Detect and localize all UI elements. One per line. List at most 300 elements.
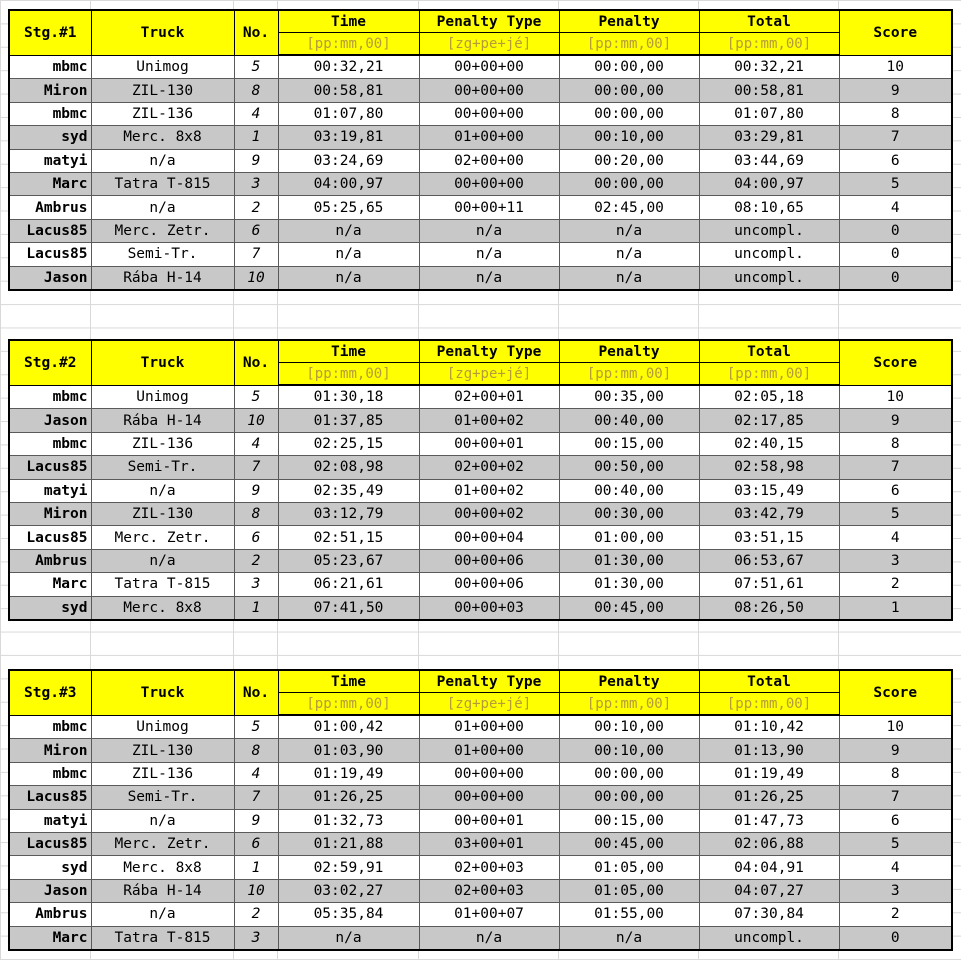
- score-cell[interactable]: 4: [839, 196, 952, 219]
- table-row: [9, 809, 952, 832]
- total-cell[interactable]: 00:58,81: [699, 79, 839, 102]
- total-cell[interactable]: 06:53,67: [699, 549, 839, 572]
- score-cell[interactable]: 7: [839, 456, 952, 479]
- penalty-cell[interactable]: 01:30,00: [559, 549, 699, 572]
- no-header[interactable]: No.: [234, 670, 278, 715]
- table-row: [9, 786, 952, 809]
- truck-cell[interactable]: n/a: [91, 549, 234, 572]
- total-cell[interactable]: 01:13,90: [699, 739, 839, 762]
- penalty-cell[interactable]: 00:40,00: [559, 409, 699, 432]
- penalty-type-header[interactable]: Penalty Type: [419, 670, 559, 693]
- penalty-type-cell[interactable]: 01+00+07: [419, 903, 559, 926]
- total-cell[interactable]: 03:15,49: [699, 479, 839, 502]
- stage-label[interactable]: Stg.#2: [9, 340, 91, 385]
- driver-cell[interactable]: Lacus85: [9, 456, 91, 479]
- total-header[interactable]: Total: [699, 670, 839, 693]
- score-cell[interactable]: 9: [839, 79, 952, 102]
- table-row: [9, 432, 952, 455]
- score-header[interactable]: Score: [839, 670, 952, 715]
- number-cell[interactable]: 2: [234, 549, 278, 572]
- time-cell[interactable]: 01:07,80: [278, 102, 419, 125]
- time-cell[interactable]: 03:24,69: [278, 149, 419, 172]
- truck-cell[interactable]: Unimog: [91, 385, 234, 409]
- score-header[interactable]: Score: [839, 340, 952, 385]
- truck-cell[interactable]: Merc. Zetr.: [91, 832, 234, 855]
- stage-label[interactable]: Stg.#1: [9, 10, 91, 55]
- total-cell[interactable]: 00:32,21: [699, 55, 839, 79]
- total-cell[interactable]: uncompl.: [699, 219, 839, 242]
- penalty-cell[interactable]: 00:00,00: [559, 762, 699, 785]
- score-header[interactable]: Score: [839, 10, 952, 55]
- driver-cell[interactable]: Miron: [9, 79, 91, 102]
- number-cell[interactable]: 4: [234, 432, 278, 455]
- table-row: [9, 456, 952, 479]
- truck-cell[interactable]: Merc. 8x8: [91, 856, 234, 879]
- number-cell[interactable]: 9: [234, 479, 278, 502]
- table-row: [9, 526, 952, 549]
- score-cell[interactable]: 10: [839, 385, 952, 409]
- total-cell[interactable]: 08:26,50: [699, 596, 839, 620]
- table-row: [9, 879, 952, 902]
- number-cell[interactable]: 7: [234, 456, 278, 479]
- driver-cell[interactable]: mbmc: [9, 102, 91, 125]
- driver-cell[interactable]: Marc: [9, 573, 91, 596]
- number-cell[interactable]: 1: [234, 596, 278, 620]
- score-cell[interactable]: 0: [839, 219, 952, 242]
- penalty-header[interactable]: Penalty: [559, 670, 699, 693]
- penalty-type-cell[interactable]: 00+00+03: [419, 596, 559, 620]
- number-cell[interactable]: 5: [234, 55, 278, 79]
- truck-cell[interactable]: Merc. 8x8: [91, 596, 234, 620]
- total-cell[interactable]: uncompl.: [699, 266, 839, 290]
- time-cell[interactable]: 02:08,98: [278, 456, 419, 479]
- penalty-type-cell[interactable]: 01+00+00: [419, 126, 559, 149]
- number-cell[interactable]: 3: [234, 926, 278, 950]
- penalty-cell[interactable]: 00:15,00: [559, 432, 699, 455]
- time-header[interactable]: Time: [278, 670, 419, 693]
- penalty-cell[interactable]: 01:00,00: [559, 526, 699, 549]
- score-cell[interactable]: 0: [839, 266, 952, 290]
- score-cell[interactable]: 10: [839, 715, 952, 739]
- number-cell[interactable]: 5: [234, 715, 278, 739]
- score-cell[interactable]: 5: [839, 502, 952, 525]
- penalty-cell[interactable]: 00:50,00: [559, 456, 699, 479]
- time-cell[interactable]: 01:19,49: [278, 762, 419, 785]
- truck-cell[interactable]: ZIL-130: [91, 79, 234, 102]
- number-cell[interactable]: 4: [234, 762, 278, 785]
- total-unit[interactable]: [pp:mm,00]: [699, 33, 839, 56]
- total-unit[interactable]: [pp:mm,00]: [699, 693, 839, 716]
- penalty-type-cell[interactable]: 01+00+00: [419, 715, 559, 739]
- driver-cell[interactable]: Jason: [9, 409, 91, 432]
- truck-header[interactable]: Truck: [91, 670, 234, 715]
- truck-cell[interactable]: Rába H-14: [91, 409, 234, 432]
- truck-cell[interactable]: ZIL-136: [91, 432, 234, 455]
- table-row: [9, 549, 952, 572]
- time-cell[interactable]: 02:51,15: [278, 526, 419, 549]
- time-cell[interactable]: 03:02,27: [278, 879, 419, 902]
- time-cell[interactable]: 02:35,49: [278, 479, 419, 502]
- number-cell[interactable]: 2: [234, 196, 278, 219]
- time-cell[interactable]: 02:59,91: [278, 856, 419, 879]
- penalty-cell[interactable]: 00:30,00: [559, 502, 699, 525]
- penalty-type-cell[interactable]: 00+00+01: [419, 809, 559, 832]
- penalty-header[interactable]: Penalty: [559, 340, 699, 363]
- truck-cell[interactable]: Rába H-14: [91, 266, 234, 290]
- penalty-type-cell[interactable]: 00+00+00: [419, 79, 559, 102]
- table-row: [9, 55, 952, 79]
- total-cell[interactable]: 03:51,15: [699, 526, 839, 549]
- time-unit[interactable]: [pp:mm,00]: [278, 33, 419, 56]
- penalty-type-cell[interactable]: 00+00+06: [419, 573, 559, 596]
- score-cell[interactable]: 6: [839, 149, 952, 172]
- penalty-cell[interactable]: n/a: [559, 219, 699, 242]
- truck-cell[interactable]: Merc. 8x8: [91, 126, 234, 149]
- score-cell[interactable]: 3: [839, 879, 952, 902]
- score-cell[interactable]: 7: [839, 126, 952, 149]
- number-cell[interactable]: 7: [234, 786, 278, 809]
- driver-cell[interactable]: syd: [9, 856, 91, 879]
- time-cell[interactable]: n/a: [278, 266, 419, 290]
- truck-cell[interactable]: Unimog: [91, 715, 234, 739]
- time-cell[interactable]: 01:03,90: [278, 739, 419, 762]
- truck-header[interactable]: Truck: [91, 340, 234, 385]
- driver-cell[interactable]: mbmc: [9, 385, 91, 409]
- time-header[interactable]: Time: [278, 340, 419, 363]
- driver-cell[interactable]: mbmc: [9, 55, 91, 79]
- penalty-cell[interactable]: n/a: [559, 926, 699, 950]
- score-cell[interactable]: 5: [839, 832, 952, 855]
- truck-cell[interactable]: n/a: [91, 479, 234, 502]
- penalty-type-cell[interactable]: 02+00+01: [419, 385, 559, 409]
- penalty-type-unit[interactable]: [zg+pe+jé]: [419, 693, 559, 716]
- table-row: [9, 243, 952, 266]
- penalty-unit[interactable]: [pp:mm,00]: [559, 363, 699, 386]
- number-cell[interactable]: 1: [234, 856, 278, 879]
- table-row: [9, 385, 952, 409]
- total-cell[interactable]: 04:07,27: [699, 879, 839, 902]
- score-cell[interactable]: 5: [839, 172, 952, 195]
- number-cell[interactable]: 4: [234, 102, 278, 125]
- number-cell[interactable]: 10: [234, 879, 278, 902]
- number-cell[interactable]: 8: [234, 739, 278, 762]
- penalty-type-cell[interactable]: 00+00+00: [419, 102, 559, 125]
- driver-cell[interactable]: Ambrus: [9, 903, 91, 926]
- total-header[interactable]: Total: [699, 10, 839, 33]
- penalty-type-cell[interactable]: 00+00+04: [419, 526, 559, 549]
- penalty-cell[interactable]: 00:10,00: [559, 715, 699, 739]
- driver-cell[interactable]: Ambrus: [9, 549, 91, 572]
- penalty-type-cell[interactable]: n/a: [419, 219, 559, 242]
- score-cell[interactable]: 4: [839, 856, 952, 879]
- penalty-cell[interactable]: 00:15,00: [559, 809, 699, 832]
- score-cell[interactable]: 8: [839, 762, 952, 785]
- truck-cell[interactable]: n/a: [91, 903, 234, 926]
- time-cell[interactable]: 01:30,18: [278, 385, 419, 409]
- table-row: [9, 126, 952, 149]
- number-cell[interactable]: 1: [234, 126, 278, 149]
- penalty-type-cell[interactable]: 00+00+11: [419, 196, 559, 219]
- truck-cell[interactable]: ZIL-136: [91, 102, 234, 125]
- number-cell[interactable]: 9: [234, 149, 278, 172]
- penalty-cell[interactable]: n/a: [559, 243, 699, 266]
- number-cell[interactable]: 9: [234, 809, 278, 832]
- penalty-type-cell[interactable]: 00+00+06: [419, 549, 559, 572]
- time-cell[interactable]: 06:21,61: [278, 573, 419, 596]
- score-cell[interactable]: 0: [839, 243, 952, 266]
- penalty-unit[interactable]: [pp:mm,00]: [559, 33, 699, 56]
- penalty-cell[interactable]: 01:55,00: [559, 903, 699, 926]
- penalty-type-cell[interactable]: n/a: [419, 926, 559, 950]
- penalty-type-cell[interactable]: n/a: [419, 266, 559, 290]
- total-cell[interactable]: uncompl.: [699, 243, 839, 266]
- score-cell[interactable]: 8: [839, 102, 952, 125]
- truck-cell[interactable]: n/a: [91, 196, 234, 219]
- score-cell[interactable]: 2: [839, 573, 952, 596]
- driver-cell[interactable]: Lacus85: [9, 243, 91, 266]
- total-cell[interactable]: uncompl.: [699, 926, 839, 950]
- score-cell[interactable]: 9: [839, 739, 952, 762]
- total-cell[interactable]: 01:07,80: [699, 102, 839, 125]
- time-cell[interactable]: 05:35,84: [278, 903, 419, 926]
- time-cell[interactable]: 03:19,81: [278, 126, 419, 149]
- score-cell[interactable]: 3: [839, 549, 952, 572]
- penalty-cell[interactable]: 00:00,00: [559, 786, 699, 809]
- penalty-type-cell[interactable]: 02+00+02: [419, 456, 559, 479]
- no-header[interactable]: No.: [234, 10, 278, 55]
- penalty-cell[interactable]: 02:45,00: [559, 196, 699, 219]
- driver-cell[interactable]: matyi: [9, 809, 91, 832]
- table-row: [9, 926, 952, 950]
- total-cell[interactable]: 04:04,91: [699, 856, 839, 879]
- driver-cell[interactable]: mbmc: [9, 715, 91, 739]
- number-cell[interactable]: 10: [234, 409, 278, 432]
- time-cell[interactable]: 01:21,88: [278, 832, 419, 855]
- time-cell[interactable]: 04:00,97: [278, 172, 419, 195]
- total-header[interactable]: Total: [699, 340, 839, 363]
- penalty-type-cell[interactable]: 00+00+00: [419, 55, 559, 79]
- penalty-type-cell[interactable]: 03+00+01: [419, 832, 559, 855]
- total-cell[interactable]: 02:17,85: [699, 409, 839, 432]
- time-cell[interactable]: 00:58,81: [278, 79, 419, 102]
- driver-cell[interactable]: Lacus85: [9, 219, 91, 242]
- penalty-type-cell[interactable]: 00+00+01: [419, 432, 559, 455]
- table-row: [9, 219, 952, 242]
- total-cell[interactable]: 08:10,65: [699, 196, 839, 219]
- driver-cell[interactable]: Miron: [9, 502, 91, 525]
- total-cell[interactable]: 07:51,61: [699, 573, 839, 596]
- number-cell[interactable]: 6: [234, 219, 278, 242]
- driver-cell[interactable]: mbmc: [9, 762, 91, 785]
- number-cell[interactable]: 6: [234, 832, 278, 855]
- total-cell[interactable]: 02:06,88: [699, 832, 839, 855]
- penalty-cell[interactable]: 00:00,00: [559, 55, 699, 79]
- driver-cell[interactable]: Ambrus: [9, 196, 91, 219]
- time-cell[interactable]: 05:23,67: [278, 549, 419, 572]
- penalty-cell[interactable]: 00:10,00: [559, 739, 699, 762]
- driver-cell[interactable]: Lacus85: [9, 526, 91, 549]
- score-cell[interactable]: 10: [839, 55, 952, 79]
- driver-cell[interactable]: Lacus85: [9, 786, 91, 809]
- table-row: [9, 79, 952, 102]
- truck-cell[interactable]: n/a: [91, 809, 234, 832]
- truck-cell[interactable]: Rába H-14: [91, 879, 234, 902]
- time-cell[interactable]: 03:12,79: [278, 502, 419, 525]
- number-cell[interactable]: 2: [234, 903, 278, 926]
- truck-cell[interactable]: Semi-Tr.: [91, 456, 234, 479]
- total-cell[interactable]: 03:29,81: [699, 126, 839, 149]
- table-row: [9, 596, 952, 620]
- penalty-type-unit[interactable]: [zg+pe+jé]: [419, 363, 559, 386]
- time-cell[interactable]: 07:41,50: [278, 596, 419, 620]
- score-cell[interactable]: 9: [839, 409, 952, 432]
- driver-cell[interactable]: Miron: [9, 739, 91, 762]
- penalty-header[interactable]: Penalty: [559, 10, 699, 33]
- total-cell[interactable]: 04:00,97: [699, 172, 839, 195]
- penalty-cell[interactable]: 00:40,00: [559, 479, 699, 502]
- penalty-cell[interactable]: 00:20,00: [559, 149, 699, 172]
- penalty-type-cell[interactable]: 01+00+00: [419, 739, 559, 762]
- truck-cell[interactable]: Tatra T-815: [91, 573, 234, 596]
- penalty-type-cell[interactable]: 00+00+00: [419, 172, 559, 195]
- number-cell[interactable]: 7: [234, 243, 278, 266]
- total-cell[interactable]: 01:26,25: [699, 786, 839, 809]
- penalty-cell[interactable]: 00:10,00: [559, 126, 699, 149]
- penalty-type-cell[interactable]: 01+00+02: [419, 409, 559, 432]
- stage-label[interactable]: Stg.#3: [9, 670, 91, 715]
- score-cell[interactable]: 7: [839, 786, 952, 809]
- time-cell[interactable]: 01:32,73: [278, 809, 419, 832]
- driver-cell[interactable]: matyi: [9, 479, 91, 502]
- truck-cell[interactable]: ZIL-130: [91, 502, 234, 525]
- table-row: [9, 502, 952, 525]
- penalty-type-header[interactable]: Penalty Type: [419, 340, 559, 363]
- penalty-type-cell[interactable]: n/a: [419, 243, 559, 266]
- time-cell[interactable]: 05:25,65: [278, 196, 419, 219]
- no-header[interactable]: No.: [234, 340, 278, 385]
- total-cell[interactable]: 02:58,98: [699, 456, 839, 479]
- penalty-type-header[interactable]: Penalty Type: [419, 10, 559, 33]
- number-cell[interactable]: 3: [234, 573, 278, 596]
- score-cell[interactable]: 6: [839, 479, 952, 502]
- total-cell[interactable]: 02:40,15: [699, 432, 839, 455]
- penalty-cell[interactable]: 01:05,00: [559, 879, 699, 902]
- penalty-cell[interactable]: 00:35,00: [559, 385, 699, 409]
- table-row: [9, 479, 952, 502]
- penalty-type-cell[interactable]: 00+00+02: [419, 502, 559, 525]
- number-cell[interactable]: 3: [234, 172, 278, 195]
- time-cell[interactable]: n/a: [278, 926, 419, 950]
- time-cell[interactable]: 01:26,25: [278, 786, 419, 809]
- truck-cell[interactable]: ZIL-130: [91, 739, 234, 762]
- truck-cell[interactable]: Unimog: [91, 55, 234, 79]
- truck-cell[interactable]: Tatra T-815: [91, 172, 234, 195]
- truck-header[interactable]: Truck: [91, 10, 234, 55]
- penalty-type-unit[interactable]: [zg+pe+jé]: [419, 33, 559, 56]
- total-cell[interactable]: 01:19,49: [699, 762, 839, 785]
- driver-cell[interactable]: syd: [9, 596, 91, 620]
- truck-cell[interactable]: ZIL-136: [91, 762, 234, 785]
- truck-cell[interactable]: Merc. Zetr.: [91, 219, 234, 242]
- truck-cell[interactable]: Tatra T-815: [91, 926, 234, 950]
- number-cell[interactable]: 5: [234, 385, 278, 409]
- score-cell[interactable]: 8: [839, 432, 952, 455]
- score-cell[interactable]: 1: [839, 596, 952, 620]
- driver-cell[interactable]: mbmc: [9, 432, 91, 455]
- penalty-unit[interactable]: [pp:mm,00]: [559, 693, 699, 716]
- driver-cell[interactable]: Lacus85: [9, 832, 91, 855]
- penalty-cell[interactable]: 00:45,00: [559, 832, 699, 855]
- penalty-cell[interactable]: 00:00,00: [559, 172, 699, 195]
- driver-cell[interactable]: Marc: [9, 926, 91, 950]
- table-row: [9, 715, 952, 739]
- time-header[interactable]: Time: [278, 10, 419, 33]
- total-unit[interactable]: [pp:mm,00]: [699, 363, 839, 386]
- time-cell[interactable]: 02:25,15: [278, 432, 419, 455]
- penalty-cell[interactable]: 00:00,00: [559, 102, 699, 125]
- total-cell[interactable]: 01:47,73: [699, 809, 839, 832]
- penalty-type-cell[interactable]: 02+00+00: [419, 149, 559, 172]
- time-cell[interactable]: 00:32,21: [278, 55, 419, 79]
- time-cell[interactable]: n/a: [278, 219, 419, 242]
- time-unit[interactable]: [pp:mm,00]: [278, 363, 419, 386]
- total-cell[interactable]: 02:05,18: [699, 385, 839, 409]
- total-cell[interactable]: 07:30,84: [699, 903, 839, 926]
- time-cell[interactable]: 01:00,42: [278, 715, 419, 739]
- number-cell[interactable]: 8: [234, 79, 278, 102]
- driver-cell[interactable]: syd: [9, 126, 91, 149]
- score-cell[interactable]: 6: [839, 809, 952, 832]
- penalty-cell[interactable]: 01:05,00: [559, 856, 699, 879]
- number-cell[interactable]: 10: [234, 266, 278, 290]
- penalty-cell[interactable]: 01:30,00: [559, 573, 699, 596]
- stage-table: [8, 669, 953, 951]
- driver-cell[interactable]: Jason: [9, 879, 91, 902]
- penalty-cell[interactable]: 00:45,00: [559, 596, 699, 620]
- driver-cell[interactable]: Jason: [9, 266, 91, 290]
- penalty-cell[interactable]: n/a: [559, 266, 699, 290]
- total-cell[interactable]: 03:44,69: [699, 149, 839, 172]
- score-cell[interactable]: 4: [839, 526, 952, 549]
- score-cell[interactable]: 2: [839, 903, 952, 926]
- time-cell[interactable]: 01:37,85: [278, 409, 419, 432]
- time-unit[interactable]: [pp:mm,00]: [278, 693, 419, 716]
- table-row: [9, 903, 952, 926]
- total-cell[interactable]: 01:10,42: [699, 715, 839, 739]
- penalty-type-cell[interactable]: 02+00+03: [419, 879, 559, 902]
- number-cell[interactable]: 6: [234, 526, 278, 549]
- total-cell[interactable]: 03:42,79: [699, 502, 839, 525]
- table-row: [9, 573, 952, 596]
- score-cell[interactable]: 0: [839, 926, 952, 950]
- penalty-type-cell[interactable]: 00+00+00: [419, 762, 559, 785]
- truck-cell[interactable]: Merc. Zetr.: [91, 526, 234, 549]
- penalty-cell[interactable]: 00:00,00: [559, 79, 699, 102]
- penalty-type-cell[interactable]: 01+00+02: [419, 479, 559, 502]
- truck-cell[interactable]: Semi-Tr.: [91, 243, 234, 266]
- table-row: [9, 739, 952, 762]
- table-row: [9, 856, 952, 879]
- truck-cell[interactable]: Semi-Tr.: [91, 786, 234, 809]
- truck-cell[interactable]: n/a: [91, 149, 234, 172]
- time-cell[interactable]: n/a: [278, 243, 419, 266]
- driver-cell[interactable]: Marc: [9, 172, 91, 195]
- penalty-type-cell[interactable]: 02+00+03: [419, 856, 559, 879]
- number-cell[interactable]: 8: [234, 502, 278, 525]
- driver-cell[interactable]: matyi: [9, 149, 91, 172]
- table-row: [9, 149, 952, 172]
- penalty-type-cell[interactable]: 00+00+00: [419, 786, 559, 809]
